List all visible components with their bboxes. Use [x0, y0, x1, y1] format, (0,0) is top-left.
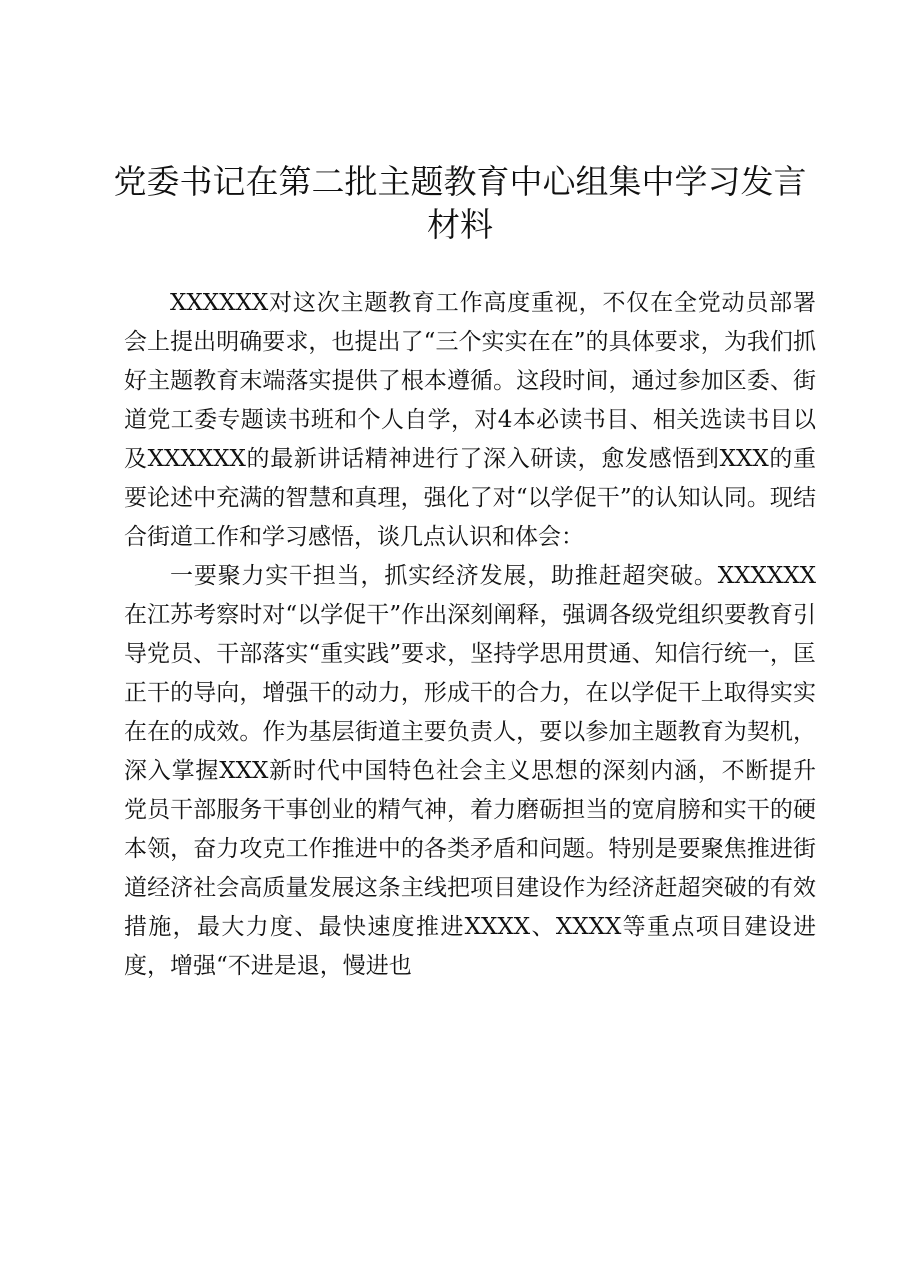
document-body — [124, 284, 816, 986]
document-title: 党委书记在第二批主题教育中心组集中学习发言材料 — [113, 162, 807, 244]
paragraph-intro: XXXXXX对这次主题教育工作高度重视，不仅在全党动员部署会上提出明确要求，也提出了“三个实实在在”的具体要求，为我们抓好主题教育末端落实提供了根本遵循。这段时间，通过参加区委、街道党工委专题读书班和个人自学，对4本必读书目、相关选读书目以及XXXXXX的最新讲话精神进行了深入研读，愈发感悟到XXX的重要论述中充满的智慧和真理，强化了对“以学促干”的认知认同。现结合街道工作和学习感悟，谈几点认识和体会： — [124, 290, 816, 550]
paragraph-point-one: 一要聚力实干担当，抓实经济发展，助推赶超突破。XXXXXX在江苏考察时对“以学促干”作出深刻阐释，强调各级党组织要教育引导党员、干部落实“重实践”要求，坚持学思用贯通、知信行统一，匡正干的导向，增强干的动力，形成干的合力，在以学促干上取得实实在在的成效。作为基层街道主要负责人，要以参加主题教育为契机，深入掌握XXX新时代中国特色社会主义思想的深刻内涵，不断提升党员干部服务干事创业的精气神，着力磨砺担当的宽肩膀和实干的硬本领，奋力攻克工作推进中的各类矛盾和问题。特别是要聚焦推进街道经济社会高质量发展这条主线把项目建设作为经济赶超突破的有效措施，最大力度、最快速度推进XXXX、XXXX等重点项目建设进度，增强“不进是退，慢进也 — [124, 563, 816, 979]
